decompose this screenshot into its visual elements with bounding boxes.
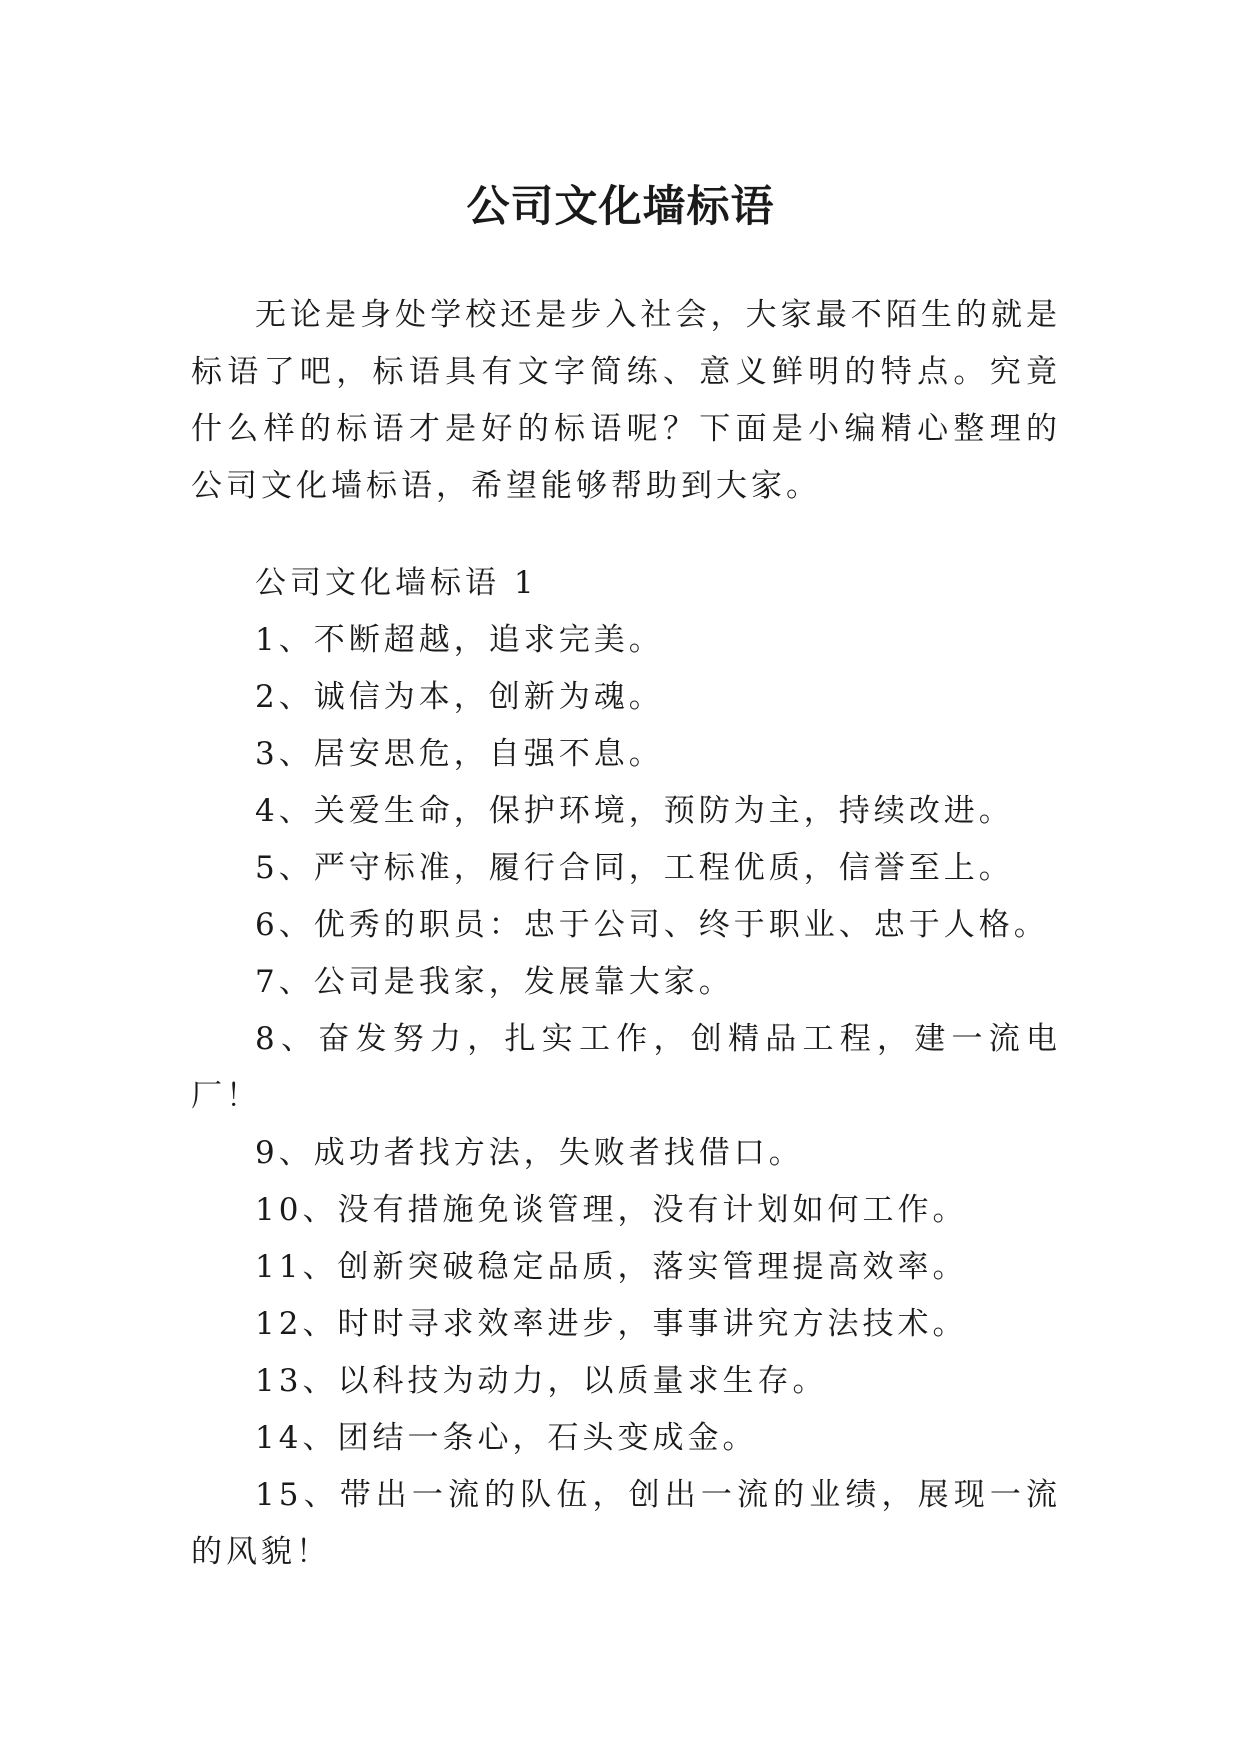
- slogan-item: 6、优秀的职员：忠于公司、终于职业、忠于人格。: [255, 907, 1049, 943]
- slogan-item: 3、居安思危，自强不息。: [255, 736, 664, 772]
- document-title: 公司文化墙标语: [466, 181, 775, 232]
- section-heading: 公司文化墙标语 1: [255, 565, 538, 601]
- slogan-item: 10、没有措施免谈管理，没有计划如何工作。: [255, 1192, 968, 1228]
- slogan-item: 15、带出一流的队伍，创出一流的业绩，展现一流的风貌！: [191, 1477, 1061, 1570]
- slogan-item: 8、奋发努力，扎实工作，创精品工程，建一流电厂！: [191, 1021, 1061, 1114]
- document-body: [191, 287, 1061, 1581]
- slogan-item: 7、公司是我家，发展靠大家。: [255, 964, 734, 1000]
- slogan-item: 1、不断超越，追求完美。: [255, 622, 664, 658]
- slogan-item: 11、创新突破稳定品质，落实管理提高效率。: [255, 1249, 968, 1285]
- slogan-item: 13、以科技为动力，以质量求生存。: [255, 1363, 828, 1399]
- slogan-item: 12、时时寻求效率进步，事事讲究方法技术。: [255, 1306, 968, 1342]
- intro-paragraph: 无论是身处学校还是步入社会，大家最不陌生的就是标语了吧，标语具有文字简练、意义鲜明的特点。究竟什么样的标语才是好的标语呢？下面是小编精心整理的公司文化墙标语，希望能够帮助到大家。: [191, 297, 1061, 504]
- slogan-item: 5、严守标准，履行合同，工程优质，信誉至上。: [255, 850, 1014, 886]
- slogan-item: 2、诚信为本，创新为魂。: [255, 679, 664, 715]
- slogan-item: 9、成功者找方法，失败者找借口。: [255, 1135, 804, 1171]
- slogan-item: 4、关爱生命，保护环境，预防为主，持续改进。: [255, 793, 1014, 829]
- slogan-list: [191, 612, 1061, 1581]
- slogan-item: 14、团结一条心，石头变成金。: [255, 1420, 758, 1456]
